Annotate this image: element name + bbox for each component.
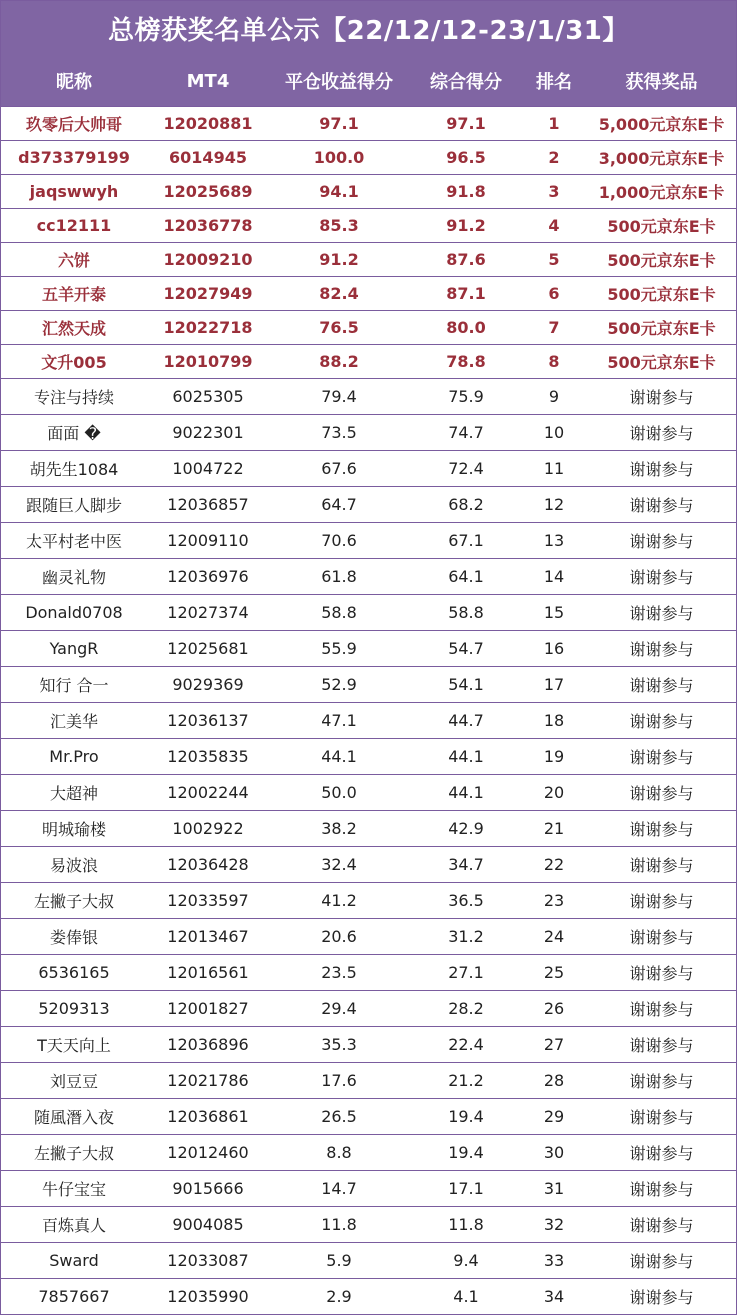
cell-total-score: 11.8 [410,1207,522,1243]
cell-rank: 5 [522,243,586,277]
cell-rank: 8 [522,345,586,379]
table-row [0,107,737,141]
table-row [0,1243,737,1279]
page-title: 总榜获奖名单公示【22/12/12-23/1/31】 [0,0,737,56]
cell-close-score: 38.2 [268,811,410,847]
cell-mt4: 12025681 [148,631,268,667]
cell-prize: 3,000元京东E卡 [586,141,737,175]
cell-rank: 17 [522,667,586,703]
table-row [0,667,737,703]
cell-rank: 14 [522,559,586,595]
cell-close-score: 94.1 [268,175,410,209]
cell-close-score: 26.5 [268,1099,410,1135]
table-row [0,1027,737,1063]
cell-total-score: 72.4 [410,451,522,487]
cell-prize: 谢谢参与 [586,1243,737,1279]
table-row [0,919,737,955]
cell-mt4: 9015666 [148,1171,268,1207]
cell-mt4: 12035835 [148,739,268,775]
cell-total-score: 9.4 [410,1243,522,1279]
header-mt4: MT4 [148,56,268,107]
cell-close-score: 41.2 [268,883,410,919]
table-row [0,243,737,277]
table-row [0,487,737,523]
cell-prize: 谢谢参与 [586,775,737,811]
cell-close-score: 58.8 [268,595,410,631]
cell-mt4: 12036428 [148,847,268,883]
cell-total-score: 21.2 [410,1063,522,1099]
cell-nickname: Mr.Pro [0,739,148,775]
table-row [0,847,737,883]
cell-rank: 2 [522,141,586,175]
cell-total-score: 78.8 [410,345,522,379]
cell-rank: 7 [522,311,586,345]
cell-nickname: 刘豆豆 [0,1063,148,1099]
cell-rank: 16 [522,631,586,667]
cell-close-score: 55.9 [268,631,410,667]
cell-nickname: 胡先生1084 [0,451,148,487]
cell-mt4: 6025305 [148,379,268,415]
table-row [0,739,737,775]
table-row [0,811,737,847]
cell-close-score: 61.8 [268,559,410,595]
cell-mt4: 12022718 [148,311,268,345]
cell-prize: 谢谢参与 [586,559,737,595]
cell-total-score: 75.9 [410,379,522,415]
table-row [0,451,737,487]
cell-total-score: 34.7 [410,847,522,883]
table-row [0,703,737,739]
cell-total-score: 91.2 [410,209,522,243]
table-row [0,1279,737,1315]
cell-nickname: 太平村老中医 [0,523,148,559]
cell-prize: 谢谢参与 [586,1135,737,1171]
cell-nickname: 牛仔宝宝 [0,1171,148,1207]
cell-nickname: 六饼 [0,243,148,277]
table-row [0,991,737,1027]
cell-close-score: 76.5 [268,311,410,345]
cell-total-score: 58.8 [410,595,522,631]
cell-rank: 25 [522,955,586,991]
cell-close-score: 70.6 [268,523,410,559]
cell-total-score: 42.9 [410,811,522,847]
header-rank: 排名 [522,56,586,107]
cell-nickname: 汇美华 [0,703,148,739]
cell-rank: 32 [522,1207,586,1243]
cell-total-score: 28.2 [410,991,522,1027]
cell-nickname: jaqswwyh [0,175,148,209]
cell-close-score: 50.0 [268,775,410,811]
cell-close-score: 23.5 [268,955,410,991]
cell-rank: 30 [522,1135,586,1171]
cell-prize: 谢谢参与 [586,379,737,415]
table-row [0,175,737,209]
cell-prize: 500元京东E卡 [586,345,737,379]
cell-rank: 13 [522,523,586,559]
cell-mt4: 12027949 [148,277,268,311]
cell-mt4: 6014945 [148,141,268,175]
cell-nickname: 五羊开泰 [0,277,148,311]
cell-rank: 19 [522,739,586,775]
cell-nickname: 6536165 [0,955,148,991]
table-row [0,523,737,559]
cell-close-score: 88.2 [268,345,410,379]
cell-mt4: 9022301 [148,415,268,451]
cell-prize: 5,000元京东E卡 [586,107,737,141]
leaderboard-table [0,56,737,1315]
cell-total-score: 54.1 [410,667,522,703]
cell-nickname: 玖零后大帅哥 [0,107,148,141]
cell-close-score: 79.4 [268,379,410,415]
cell-prize: 谢谢参与 [586,451,737,487]
cell-close-score: 97.1 [268,107,410,141]
cell-prize: 谢谢参与 [586,1027,737,1063]
cell-mt4: 12021786 [148,1063,268,1099]
cell-mt4: 12020881 [148,107,268,141]
cell-prize: 500元京东E卡 [586,311,737,345]
table-row [0,1063,737,1099]
cell-close-score: 32.4 [268,847,410,883]
cell-nickname: T天天向上 [0,1027,148,1063]
cell-prize: 谢谢参与 [586,991,737,1027]
cell-mt4: 12033597 [148,883,268,919]
cell-close-score: 100.0 [268,141,410,175]
cell-nickname: 面面 � [0,415,148,451]
cell-rank: 34 [522,1279,586,1315]
cell-rank: 15 [522,595,586,631]
cell-total-score: 22.4 [410,1027,522,1063]
cell-prize: 谢谢参与 [586,1099,737,1135]
cell-mt4: 12025689 [148,175,268,209]
cell-mt4: 12002244 [148,775,268,811]
cell-total-score: 54.7 [410,631,522,667]
cell-close-score: 17.6 [268,1063,410,1099]
cell-mt4: 12009210 [148,243,268,277]
cell-mt4: 12033087 [148,1243,268,1279]
table-row [0,311,737,345]
cell-mt4: 12001827 [148,991,268,1027]
cell-total-score: 97.1 [410,107,522,141]
cell-nickname: 随風潛入夜 [0,1099,148,1135]
cell-prize: 500元京东E卡 [586,243,737,277]
cell-rank: 29 [522,1099,586,1135]
cell-rank: 28 [522,1063,586,1099]
cell-close-score: 2.9 [268,1279,410,1315]
cell-close-score: 91.2 [268,243,410,277]
cell-nickname: 7857667 [0,1279,148,1315]
cell-rank: 1 [522,107,586,141]
cell-mt4: 12036857 [148,487,268,523]
cell-prize: 谢谢参与 [586,1063,737,1099]
cell-mt4: 12027374 [148,595,268,631]
cell-nickname: 娄俸银 [0,919,148,955]
cell-close-score: 29.4 [268,991,410,1027]
cell-close-score: 67.6 [268,451,410,487]
cell-prize: 谢谢参与 [586,1171,737,1207]
cell-total-score: 27.1 [410,955,522,991]
cell-prize: 500元京东E卡 [586,209,737,243]
table-header-row [0,56,737,107]
cell-prize: 谢谢参与 [586,667,737,703]
table-row [0,379,737,415]
cell-rank: 24 [522,919,586,955]
cell-mt4: 1004722 [148,451,268,487]
cell-prize: 500元京东E卡 [586,277,737,311]
cell-rank: 20 [522,775,586,811]
cell-total-score: 87.6 [410,243,522,277]
cell-mt4: 12036137 [148,703,268,739]
cell-mt4: 12036976 [148,559,268,595]
table-row [0,1207,737,1243]
table-row [0,345,737,379]
cell-close-score: 64.7 [268,487,410,523]
cell-close-score: 85.3 [268,209,410,243]
cell-rank: 23 [522,883,586,919]
table-row [0,1171,737,1207]
cell-rank: 3 [522,175,586,209]
header-close-score: 平仓收益得分 [268,56,410,107]
cell-close-score: 73.5 [268,415,410,451]
cell-total-score: 87.1 [410,277,522,311]
cell-nickname: 大超神 [0,775,148,811]
cell-close-score: 8.8 [268,1135,410,1171]
cell-total-score: 80.0 [410,311,522,345]
cell-mt4: 12036861 [148,1099,268,1135]
cell-prize: 谢谢参与 [586,1279,737,1315]
cell-mt4: 12016561 [148,955,268,991]
cell-close-score: 47.1 [268,703,410,739]
cell-total-score: 44.1 [410,775,522,811]
table-row [0,1099,737,1135]
cell-prize: 谢谢参与 [586,1207,737,1243]
cell-prize: 谢谢参与 [586,487,737,523]
cell-nickname: YangR [0,631,148,667]
table-row [0,1135,737,1171]
cell-nickname: 文升005 [0,345,148,379]
cell-rank: 22 [522,847,586,883]
cell-rank: 27 [522,1027,586,1063]
cell-prize: 谢谢参与 [586,739,737,775]
cell-rank: 4 [522,209,586,243]
header-prize: 获得奖品 [586,56,737,107]
cell-total-score: 17.1 [410,1171,522,1207]
header-nickname: 昵称 [0,56,148,107]
table-row [0,775,737,811]
cell-rank: 6 [522,277,586,311]
cell-close-score: 5.9 [268,1243,410,1279]
table-row [0,595,737,631]
cell-close-score: 44.1 [268,739,410,775]
cell-nickname: 知行 合一 [0,667,148,703]
cell-total-score: 96.5 [410,141,522,175]
cell-prize: 谢谢参与 [586,919,737,955]
cell-rank: 18 [522,703,586,739]
cell-mt4: 9029369 [148,667,268,703]
table-row [0,209,737,243]
cell-nickname: 易波浪 [0,847,148,883]
cell-total-score: 68.2 [410,487,522,523]
cell-rank: 12 [522,487,586,523]
table-row [0,883,737,919]
table-body [0,107,737,1315]
table-row [0,415,737,451]
cell-total-score: 67.1 [410,523,522,559]
table-row [0,277,737,311]
cell-close-score: 20.6 [268,919,410,955]
cell-total-score: 44.7 [410,703,522,739]
cell-prize: 谢谢参与 [586,811,737,847]
cell-close-score: 52.9 [268,667,410,703]
cell-nickname: 明城瑜楼 [0,811,148,847]
cell-prize: 谢谢参与 [586,703,737,739]
cell-mt4: 9004085 [148,1207,268,1243]
cell-mt4: 12012460 [148,1135,268,1171]
cell-mt4: 1002922 [148,811,268,847]
cell-nickname: 百炼真人 [0,1207,148,1243]
cell-nickname: 幽灵礼物 [0,559,148,595]
cell-prize: 谢谢参与 [586,847,737,883]
cell-close-score: 11.8 [268,1207,410,1243]
cell-prize: 谢谢参与 [586,955,737,991]
cell-nickname: 跟随巨人脚步 [0,487,148,523]
table-row [0,955,737,991]
cell-mt4: 12035990 [148,1279,268,1315]
cell-mt4: 12009110 [148,523,268,559]
table-row [0,141,737,175]
cell-mt4: 12036896 [148,1027,268,1063]
cell-close-score: 35.3 [268,1027,410,1063]
cell-prize: 谢谢参与 [586,415,737,451]
cell-nickname: 汇然天成 [0,311,148,345]
cell-nickname: Donald0708 [0,595,148,631]
cell-total-score: 19.4 [410,1099,522,1135]
cell-prize: 谢谢参与 [586,595,737,631]
cell-nickname: cc12111 [0,209,148,243]
cell-nickname: Sward [0,1243,148,1279]
table-row [0,559,737,595]
cell-nickname: 5209313 [0,991,148,1027]
cell-total-score: 64.1 [410,559,522,595]
cell-rank: 10 [522,415,586,451]
cell-close-score: 14.7 [268,1171,410,1207]
cell-total-score: 74.7 [410,415,522,451]
cell-close-score: 82.4 [268,277,410,311]
cell-prize: 谢谢参与 [586,631,737,667]
cell-mt4: 12013467 [148,919,268,955]
cell-total-score: 91.8 [410,175,522,209]
cell-nickname: 左撇子大叔 [0,1135,148,1171]
cell-prize: 谢谢参与 [586,523,737,559]
cell-nickname: 专注与持续 [0,379,148,415]
cell-total-score: 44.1 [410,739,522,775]
cell-nickname: 左撇子大叔 [0,883,148,919]
cell-rank: 31 [522,1171,586,1207]
cell-total-score: 36.5 [410,883,522,919]
cell-total-score: 19.4 [410,1135,522,1171]
cell-total-score: 31.2 [410,919,522,955]
table-row [0,631,737,667]
cell-prize: 谢谢参与 [586,883,737,919]
cell-mt4: 12010799 [148,345,268,379]
cell-rank: 11 [522,451,586,487]
cell-rank: 33 [522,1243,586,1279]
cell-rank: 9 [522,379,586,415]
cell-total-score: 4.1 [410,1279,522,1315]
cell-mt4: 12036778 [148,209,268,243]
cell-rank: 26 [522,991,586,1027]
header-total-score: 综合得分 [410,56,522,107]
cell-rank: 21 [522,811,586,847]
cell-prize: 1,000元京东E卡 [586,175,737,209]
cell-nickname: d373379199 [0,141,148,175]
